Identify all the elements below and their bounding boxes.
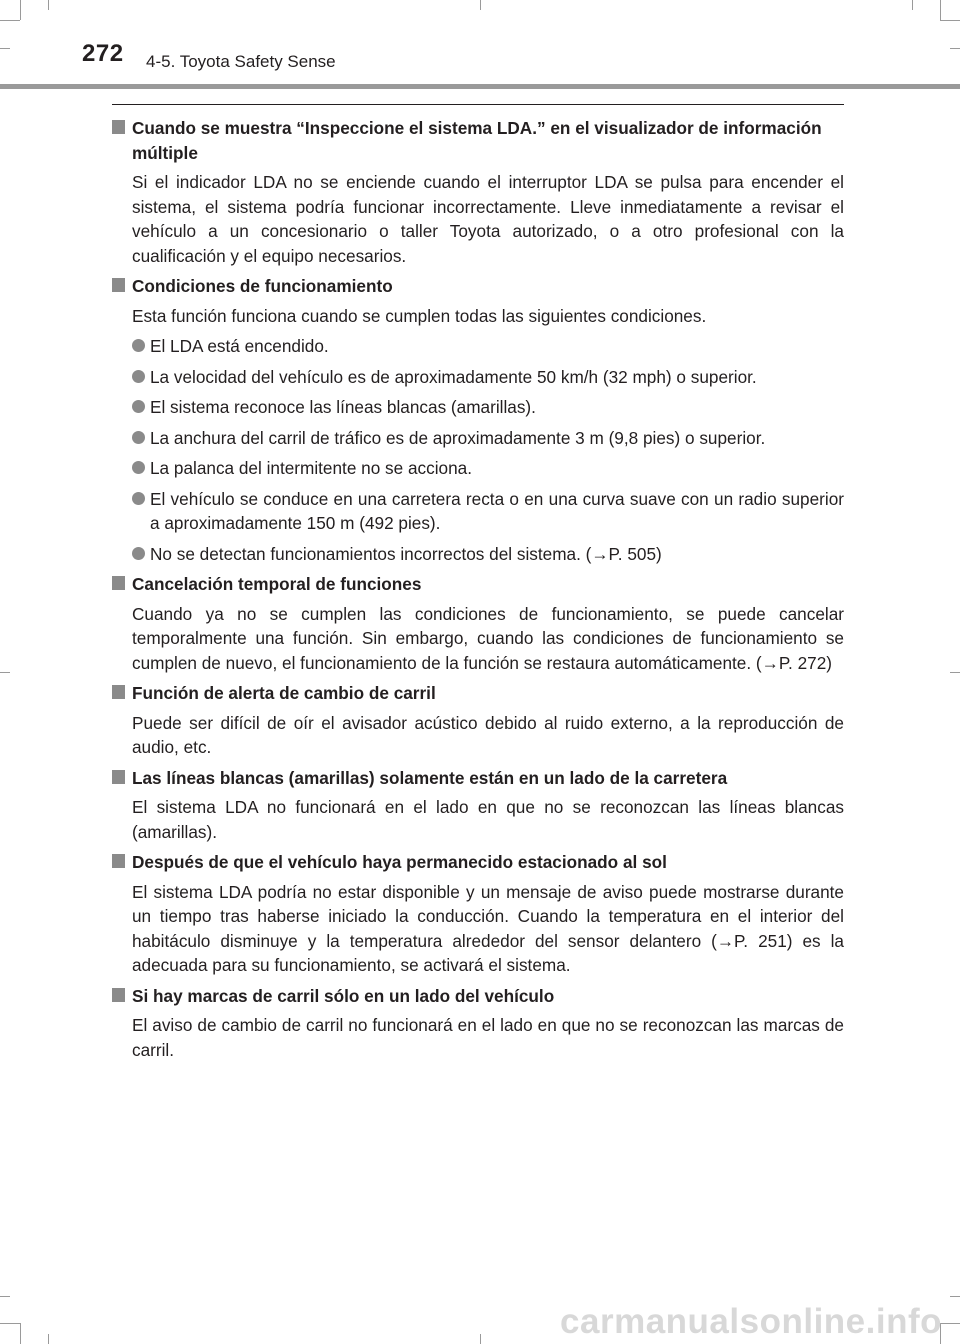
circle-bullet-icon [132,370,145,383]
list-item: La velocidad del vehículo es de aproximadamente 50 km/h (32 mph) o superior. [112,365,844,390]
section-paragraph: Puede ser difícil de oír el avisador acústico debido al ruido externo, a la reproducción de audio, etc. [132,712,844,757]
section-paragraph: El aviso de cambio de carril no funcionará en el lado en que no se reconozcan las marcas de carril. [132,1015,844,1060]
list-item: El LDA está encendido. [112,334,844,359]
list-item: El vehículo se conduce en una carretera recta o en una curva suave con un radio superior a aproximadamente 150 m (492 pies). [112,487,844,536]
page-header [0,0,960,86]
section-heading: Las líneas blancas (amarillas) solamente están en un lado de la carretera [132,767,728,788]
section-lane-departure-alert [112,681,844,760]
section-heading: Función de alerta de cambio de carril [132,683,436,703]
circle-bullet-icon [132,339,145,352]
section-paragraph: Esta función funciona cuando se cumplen todas las siguientes condiciones. [132,305,707,326]
circle-bullet-icon [132,461,145,474]
section-paragraph: El sistema LDA podría no estar disponible y un mensaje de aviso puede mostrarse durante un tiempo tras haberse iniciado la conducción. Cuando la temperatura en el interior del habitáculo disminuye y la temperatura alrededor del sensor delantero (→P. 251) es la adecuada para su funcionamiento, se activará el sistema. [132,881,844,975]
section-lines-one-side-road [112,766,844,845]
page-content [112,116,844,1068]
watermark: carmanualsonline.info [560,1302,942,1341]
section-paragraph: Si el indicador LDA no se enciende cuando el interruptor LDA se pulsa para encender el sistema, el sistema podría funcionar incorrectamente. Lleve inmediatamente a revisar el vehículo a un concesionario o taller Toyota autorizado, o a otro profesional con la cualificación y el equipo necesarios. [132,172,844,266]
section-temporary-cancel [112,572,844,675]
square-bullet-icon [112,576,125,590]
circle-bullet-icon [132,431,145,444]
section-heading: Después de que el vehículo haya permanecido estacionado al sol [132,852,667,872]
square-bullet-icon [112,685,125,699]
circle-bullet-icon [132,492,145,505]
content-top-rule [112,104,844,105]
square-bullet-icon [112,770,125,784]
circle-bullet-icon [132,547,145,560]
section-operating-conditions [112,274,844,566]
section-paragraph: El sistema LDA no funcionará en el lado en que no se reconozcan las líneas blancas (amarillas). [132,797,844,842]
section-heading: Cuando se muestra “Inspeccione el sistema LDA.” en el visualizador de información múltiple [132,118,822,163]
square-bullet-icon [112,278,125,292]
section-lda-inspection [112,116,844,268]
section-heading: Cancelación temporal de funciones [132,574,422,594]
square-bullet-icon [112,854,125,868]
square-bullet-icon [112,120,125,134]
list-item: La anchura del carril de tráfico es de aproximadamente 3 m (9,8 pies) o superior. [112,426,844,451]
list-item: El sistema reconoce las líneas blancas (amarillas). [112,395,844,420]
section-parked-in-sun [112,850,844,978]
page-number: 272 [82,40,124,67]
square-bullet-icon [112,988,125,1002]
section-heading: Si hay marcas de carril sólo en un lado del vehículo [132,985,555,1006]
circle-bullet-icon [132,400,145,413]
section-paragraph: Cuando ya no se cumplen las condiciones de funcionamiento, se puede cancelar temporalmente una función. Sin embargo, cuando las condiciones de funcionamiento se cumplen de nuevo, el funcionamiento de la función se restaura automáticamente. (→P. 272) [132,603,844,673]
header-band [0,84,960,89]
section-heading: Condiciones de funcionamiento [132,276,393,296]
section-title: 4-5. Toyota Safety Sense [146,52,336,71]
list-item: La palanca del intermitente no se acciona. [112,456,844,481]
list-item: No se detectan funcionamientos incorrectos del sistema. (→P. 505) [112,542,844,567]
section-markings-one-side-vehicle [112,984,844,1063]
